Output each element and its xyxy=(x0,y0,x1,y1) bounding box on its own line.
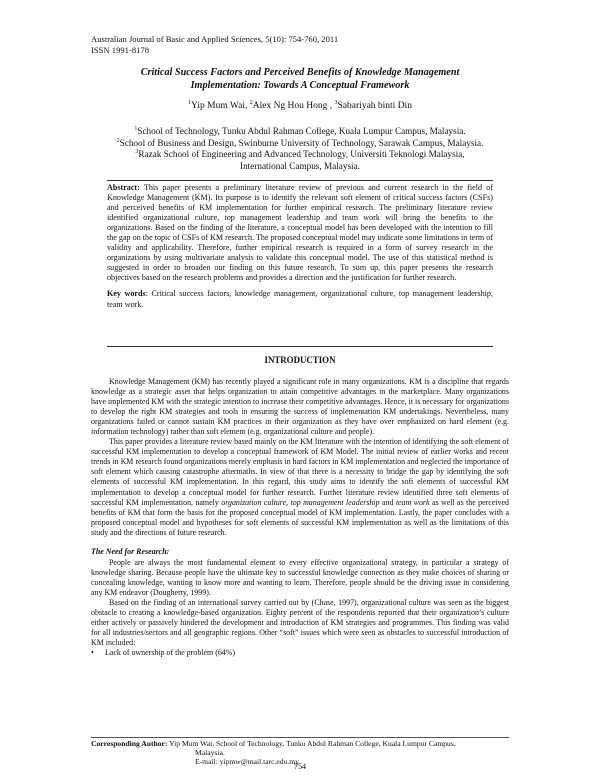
paragraph-2-part-c: and xyxy=(379,497,396,507)
paragraph-2-part-a: This paper provides a literature review based mainly on the KM literature with the intention of identifying the soft element of successful KM implementation to develop a conceptual framework of KM Model. The initial review of earlier works and recent trends in KM research found organizations merely emphasis in hard factors in KM implementation and neglected the importance of soft element which causing catastrophe aftermaths. In view of that there is a necessity to bridge the gap by identifying the soft elements of successful KM implementation. In this regard, this study aims to identify the soft elements of successful KM implementation to develop a conceptual model for further research. Further literature review identified three soft elements of successful KM implementation, namely xyxy=(91,437,509,507)
author-1-sup: 1 xyxy=(188,99,192,106)
keywords-text: : Critical success factors, knowledge management, organizational culture, top management leadership, team work. xyxy=(107,289,493,309)
term-top-management-leadership: top management leadership xyxy=(290,497,380,507)
term-team-work: team work xyxy=(395,497,430,507)
keywords xyxy=(107,289,493,309)
author-2: Alex Ng Hou Hong , xyxy=(252,101,335,111)
abstract-label: Abstract: xyxy=(107,183,140,192)
term-organization-culture: organization culture xyxy=(221,497,287,507)
author-1: Yip Mum Wai, xyxy=(191,101,250,111)
abstract-rule-top xyxy=(107,180,493,181)
journal-citation: Australian Journal of Basic and Applied Sciences, 5(10): 754-760, 2011 xyxy=(91,34,339,44)
author-3: Sabariyah binti Din xyxy=(337,101,412,111)
affiliation-2 xyxy=(60,138,540,150)
paragraph-1: Knowledge Management (KM) has recently played a significant role in many organizations. KM is a discipline that regards knowledge as a strategic asset that helps organization to attain competitive advantages in the marketplace. Many organizations have implemented KM with the strategic intention to increase their competitive advantages. Hence, it is necessary for organizations to develop the right KM strategies and tools in ensuring the success of implementation KM undertakings. Nevertheless, many organizations failed or cannot sustain KM practices in their organization as they have over emphasized on hard element (e.g. information technology) rather than soft element (e.g. organizational culture and people). xyxy=(91,377,509,437)
affiliation-1 xyxy=(60,126,540,138)
paragraph-2 xyxy=(91,437,509,537)
abstract-body xyxy=(107,183,493,283)
bullet-item xyxy=(91,648,509,658)
paragraph-3: People are always the most fundamental element to every effective organizational strategy, in particular a strategy of knowledge sharing. Because people have the ultimate key to successful knowledge connection as they make choices of sharing or concealing knowledge, wanting to know more and wanting to learn. Therefore, people should be the driving issue in considering any KM endeavor (Dougherty, 1999). xyxy=(91,557,509,597)
author-3-sup: 3 xyxy=(334,99,338,106)
affiliation-3-cont: International Campus, Malaysia. xyxy=(240,160,360,171)
body-text xyxy=(91,377,509,658)
page-number: 754 xyxy=(293,762,307,771)
affiliation-3 xyxy=(60,149,540,161)
footer-line-1 xyxy=(91,739,509,748)
author-list xyxy=(90,100,510,112)
abstract-text: This paper presents a preliminary literature review of previous and current research in the field of Knowledge Management (KM). Its purpose is to identify the relevant soft element of critical success factors (CSFs) and perceived benefits of KM implementation for further empirical research. The preliminary literature review identified organizational culture, top management leadership and team work will bring the benefits to the organizations. Based on the finding of the literature, a conceptual model has been developed with the intention to fill the gap on the topic of CSFs of KM research. The proposed conceptual model may indicate some limitations in term of validity and applicability. Therefore, further empirical research is required in a form of survey research in the organizations by using multivariate analysis to validate this conceptual model. The use of this statistical method is suggested in order to broaden our finding on this future research. To sum up, this paper presents the research objectives based on the research problems and provides a direction and the justification for further research. xyxy=(107,183,493,283)
affiliation-3-text: Razak School of Engineering and Advanced Technology, Universiti Teknologi Malaysia, xyxy=(138,149,465,160)
footer-label: Corresponding Author: xyxy=(91,739,168,748)
affiliation-2-sup: 2 xyxy=(116,137,120,144)
author-2-sup: 2 xyxy=(249,99,253,106)
footer-line-2: Malaysia. xyxy=(195,748,225,758)
journal-header xyxy=(91,34,338,55)
paragraph-2-part-b: , xyxy=(286,497,291,507)
abstract xyxy=(107,183,493,310)
keywords-label: Key words xyxy=(107,289,146,299)
introduction-heading: INTRODUCTION xyxy=(264,355,336,365)
paper-title xyxy=(90,67,510,92)
bullet-text: Lack of ownership of the problem (64%) xyxy=(105,648,236,658)
affiliation-1-text: School of Technology, Tunku Abdul Rahman College, Kuala Lumpur Campus, Malaysia. xyxy=(137,126,466,136)
bullet-icon: • xyxy=(91,648,94,658)
affiliations xyxy=(60,126,540,172)
affiliation-3-sup: 3 xyxy=(135,149,139,156)
footer-rule xyxy=(91,737,509,738)
abstract-rule-bottom xyxy=(107,346,493,347)
title-line-1: Critical Success Factors and Perceived Benefits of Knowledge Management xyxy=(140,67,460,78)
paragraph-2-part-d: as well as the perceived benefits of KM that form the basis for the proposed conceptual model of KM implementation. Lastly, the paper concludes with a proposed conceptual model and hypotheses for soft elements of successful KM implementation as well as the limitations of this study and the directions of future research. xyxy=(91,497,510,537)
journal-issn: ISSN 1991-8178 xyxy=(91,44,150,55)
title-line-2: Implementation: Towards A Conceptual Framework xyxy=(190,79,410,91)
footer-email: E-mail: yipmw@mail.tarc.edu.my xyxy=(195,757,299,767)
need-for-research-heading: The Need for Research: xyxy=(91,546,170,556)
paragraph-4: Based on the finding of an international survey carried out by (Chase, 1997), organizational culture was seen as the biggest obstacle to creating a knowledge-based organization. Eighty percent of the respondents reported that their organization’s culture either actively or passively hindered the development and introduction of KM strategies and programmes. This finding was valid for all industries/sectors and all geographic regions. Other “soft” issues which were seen as obstacles to successful introduction of KM included: xyxy=(91,597,509,648)
affiliation-1-sup: 1 xyxy=(134,125,138,132)
footer-text-1: Yip Mum Wai, School of Technology, Tunku Abdul Rahman College, Kuala Lumpur Campus, xyxy=(167,739,456,748)
affiliation-2-text: School of Business and Design, Swinburne University of Technology, Sarawak Campus, Malaysia. xyxy=(119,137,484,148)
